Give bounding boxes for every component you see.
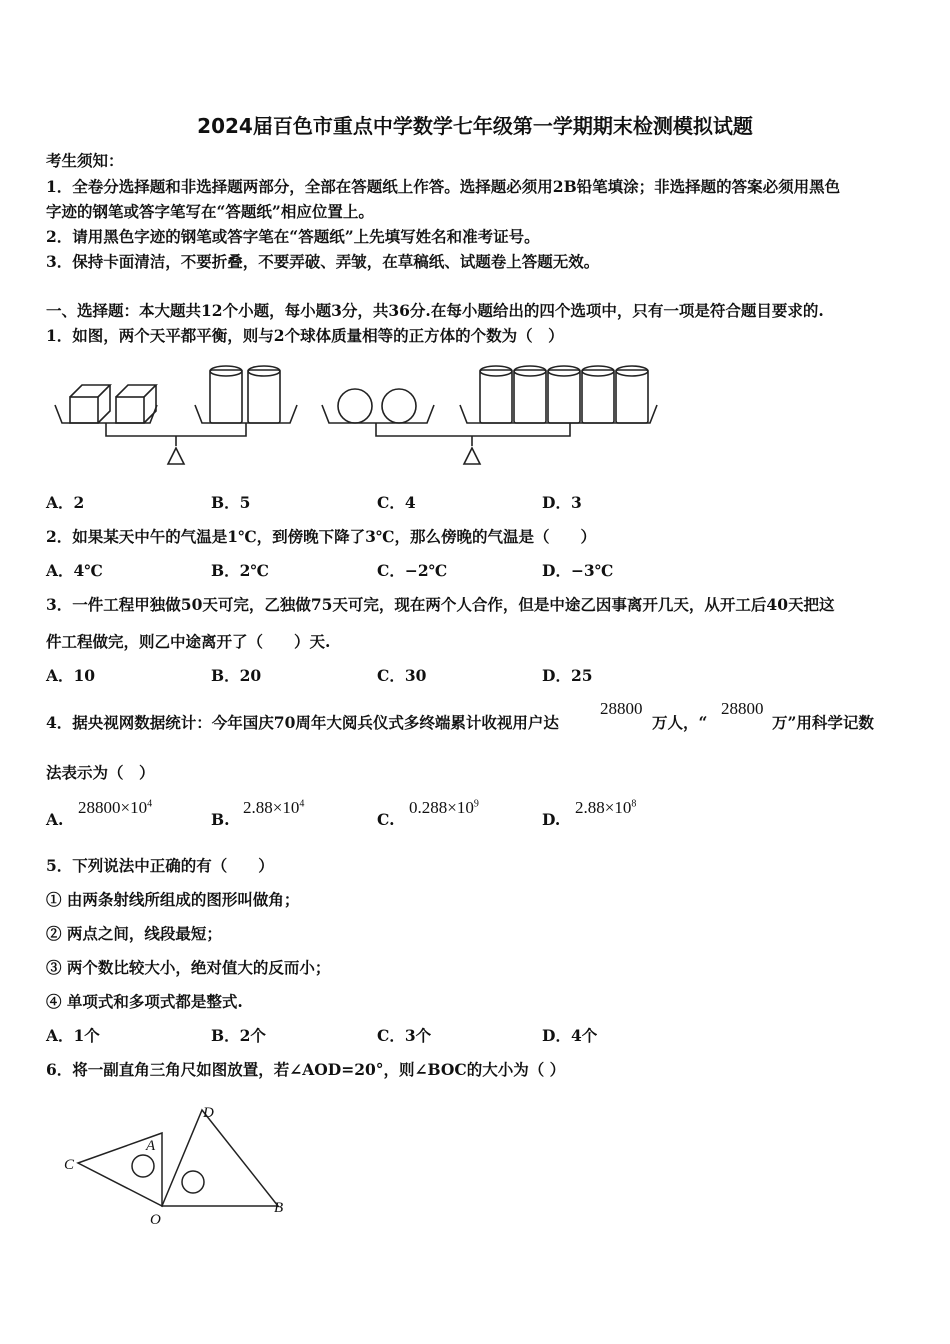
q5-option-b[interactable]: B．2个 [211,1026,266,1045]
q4-stem-part-1: 4．据央视网数据统计：今年国庆70周年大阅兵仪式多终端累计收视用户达 [46,713,559,732]
q5-statement-2: ② 两点之间，线段最短； [46,924,222,943]
q3-option-b[interactable]: B．20 [211,666,262,685]
q5-option-d[interactable]: D．4个 [542,1026,598,1045]
point-a-label: A [146,1138,156,1154]
q4-number-2: 28800 [721,699,764,718]
cylinder-6 [582,370,614,423]
q3-stem-line-1: 3．一件工程甲独做50天可完，乙独做75天可完，现在两个人合作，但是中途乙因事离开几天，从开工后40天把这 [46,595,835,614]
q5-statement-3: ③ 两个数比较大小，绝对值大的反而小； [46,958,331,977]
ball-1 [338,389,372,423]
q4-option-d-value[interactable]: $2.88\times 10^8$ [575,798,637,817]
point-d-label: D [203,1105,214,1121]
q5-statement-4: ④ 单项式和多项式都是整式. [46,992,243,1011]
balance-scale-figure [50,360,670,470]
q5-statement-1: ① 由两条射线所组成的图形叫做角； [46,890,300,909]
q4-option-d-label[interactable]: D. [542,810,561,829]
page-title: 2024届百色市重点中学数学七年级第一学期期末检测模拟试题 [197,114,753,138]
right-fulcrum [464,448,480,464]
cylinder-2 [248,370,280,423]
q4-option-b-value[interactable]: $2.88\times 10^4$ [243,798,305,817]
ruler-hole-1 [132,1155,154,1177]
q4-option-c-value[interactable]: $0.288\times 10^9$ [409,798,479,817]
triangle-odb [162,1110,278,1206]
point-b-label: B [274,1200,284,1216]
q1-option-d[interactable]: D．3 [542,493,582,512]
ruler-hole-2 [182,1171,204,1193]
q4-option-a-value[interactable]: $28800\times 10^4$ [78,798,153,817]
cylinder-1 [210,370,242,423]
notice-line-2: 2．请用黑色字迹的钢笔或答字笔在“答题纸”上先填写姓名和准考证号。 [46,227,540,246]
q3-option-d[interactable]: D．25 [542,666,593,685]
notice-line-1b: 字迹的钢笔或答字笔写在“答题纸”相应位置上。 [46,202,374,221]
q3-option-a[interactable]: A．10 [46,666,96,685]
q1-option-b[interactable]: B．5 [211,493,251,512]
left-fulcrum [168,448,184,464]
cylinder-4 [514,370,546,423]
q4-stem-part-3: 万”用科学记数 [772,713,874,732]
q2-option-a[interactable]: A．4℃ [46,561,103,580]
q4-option-a-label[interactable]: A. [46,810,64,829]
q4-number-1: 28800 [600,699,643,718]
cylinder-3 [480,370,512,423]
notice-line-1a: 1．全卷分选择题和非选择题两部分，全部在答题纸上作答。选择题必须用2B铅笔填涂；非选择题的答案必须用黑色 [46,177,841,196]
right-pan-right [460,405,657,423]
q5-option-c[interactable]: C．3个 [377,1026,432,1045]
notice-line-3: 3．保持卡面清洁，不要折叠，不要弄破、弄皱，在草稿纸、试题卷上答题无效。 [46,252,600,271]
q2-option-b[interactable]: B．2℃ [211,561,269,580]
q3-stem-line-2: 件工程做完，则乙中途离开了（ ）天. [46,632,331,651]
q1-option-c[interactable]: C．4 [377,493,416,512]
cylinder-5 [548,370,580,423]
q5-option-a[interactable]: A．1个 [46,1026,100,1045]
cube-2 [116,397,144,423]
point-o-label: O [150,1212,161,1228]
q4-stem-part-4: 法表示为（ ） [46,763,155,782]
ball-2 [382,389,416,423]
q2-option-c[interactable]: C．−2℃ [377,561,448,580]
section-heading: 一、选择题：本大题共12个小题，每小题3分，共36分.在每小题给出的四个选项中，只有一项是符合题目要求的. [46,301,824,320]
q1-stem: 1．如图，两个天平都平衡，则与2个球体质量相等的正方体的个数为（ ） [46,326,564,345]
q2-option-d[interactable]: D．−3℃ [542,561,614,580]
q3-option-c[interactable]: C．30 [377,666,427,685]
q4-stem-part-2: 万人，“ [652,713,708,732]
point-c-label: C [64,1157,75,1173]
q2-stem: 2．如果某天中午的气温是1℃，到傍晚下降了3℃，那么傍晚的气温是（ ） [46,527,597,546]
q4-option-c-label[interactable]: C. [377,810,395,829]
q1-option-a[interactable]: A．2 [46,493,85,512]
triangle-rulers-figure [60,1100,300,1230]
cube-1 [70,397,98,423]
q5-stem: 5．下列说法中正确的有（ ） [46,856,274,875]
q6-stem: 6．将一副直角三角尺如图放置，若∠AOD=20°，则∠BOC的大小为（ ） [46,1060,566,1079]
q4-option-b-label[interactable]: B. [211,810,230,829]
cylinder-7 [616,370,648,423]
notice-heading: 考生须知： [46,151,124,170]
